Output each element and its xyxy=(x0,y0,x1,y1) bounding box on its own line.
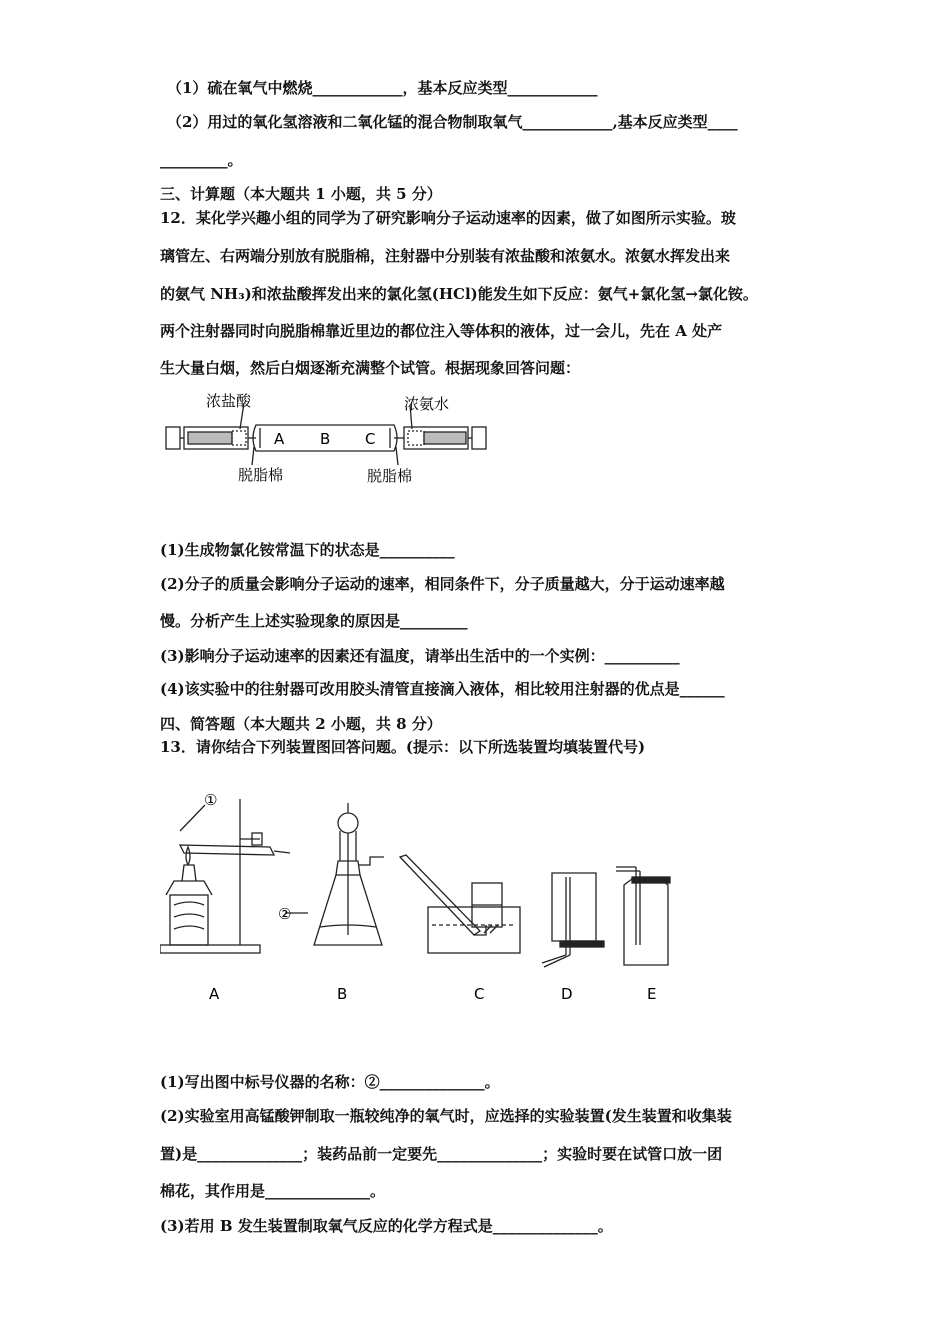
apparatus-c xyxy=(400,855,520,953)
label-c: C xyxy=(365,430,376,448)
test-tube xyxy=(180,845,274,855)
q12-text-line: 生大量白烟，然后白烟逐渐充满整个试管。根据现象回答问题： xyxy=(160,359,581,377)
q13-lab-apparatus-figure xyxy=(160,785,690,1010)
q12-sub4: (4)该实验中的往射器可改用胶头清管直接滴入液体，相比较用注射器的优点是______ xyxy=(160,680,725,698)
q12-text-line: 的氨气 NH₃)和浓盐酸挥发出来的氯化氢(HCl)能发生如下反应：氨气+氯化氢→氯化铵。 xyxy=(160,285,758,303)
q12-text-line: 两个注射器同时向脱脂棉靠近里边的都位注入等体积的液体，过一会儿，先在 A 处产 xyxy=(160,322,723,340)
label-cotton-left: 脱脂棉 xyxy=(238,466,284,484)
q13-sub3: (3)若用 B 发生装置制取氧气反应的化学方程式是______________。 xyxy=(160,1217,613,1235)
right-syringe-plunger-end xyxy=(472,427,486,449)
q12-diffusion-apparatus-figure xyxy=(160,385,495,490)
q11-item2-continued: _________。 xyxy=(160,151,243,169)
left-syringe-plunger-end xyxy=(166,427,180,449)
q13-text: 13．请你结合下列装置图回答问题。(提示：以下所选装置均填装置代号) xyxy=(160,738,646,756)
label-b: B xyxy=(337,985,348,1003)
label-c: C xyxy=(474,985,485,1003)
label-b: B xyxy=(320,430,331,448)
section3-title: 三、计算题（本大题共 1 小题，共 5 分） xyxy=(160,185,442,203)
ammonia-liquid xyxy=(408,431,424,445)
q11-item2: （2）用过的氧化氢溶液和二氧化锰的混合物制取氧气____________,基本反应类型____ xyxy=(167,113,738,131)
label-e: E xyxy=(647,985,657,1003)
q13-sub2b: 置)是______________；装药品前一定要先______________；实验时要在试管口放一团 xyxy=(160,1145,723,1163)
section4-title: 四、简答题（本大题共 2 小题，共 8 分） xyxy=(160,715,442,733)
q11-item1: （1）硫在氧气中燃烧____________，基本反应类型____________ xyxy=(167,79,598,97)
label-a: A xyxy=(209,985,220,1003)
q12-sub1: (1)生成物氯化铵常温下的状态是__________ xyxy=(160,541,455,559)
q12-sub3: (3)影响分子运动速率的因素还有温度，请举出生活中的一个实例：__________ xyxy=(160,647,680,665)
label-ammonia: 浓氨水 xyxy=(404,395,450,413)
marker2: ② xyxy=(278,905,292,923)
q13-sub2c: 棉花，其作用是______________。 xyxy=(160,1182,386,1200)
q12-sub2b: 慢。分析产生上述实验现象的原因是_________ xyxy=(160,612,468,630)
q13-sub2a: (2)实验室用高锰酸钾制取一瓶较纯净的氧气时，应选择的实验装置(发生装置和收集装 xyxy=(160,1107,732,1125)
apparatus-e xyxy=(616,867,670,965)
apparatus-d xyxy=(542,873,604,967)
label-hcl: 浓盐酸 xyxy=(206,392,252,410)
marker1: ① xyxy=(204,791,218,809)
apparatus-b xyxy=(285,803,384,945)
label-a: A xyxy=(274,430,285,448)
marker1-pointer xyxy=(180,805,205,831)
label-cotton-right: 脱脂棉 xyxy=(367,467,413,485)
label-d: D xyxy=(561,985,573,1003)
hcl-liquid xyxy=(232,431,246,445)
q12-text-line: 12．某化学兴趣小组的同学为了研究影响分子运动速率的因素，做了如图所示实验。玻 xyxy=(160,209,736,227)
apparatus-a xyxy=(160,799,290,953)
q12-text-line: 璃管左、右两端分别放有脱脂棉，注射器中分别装有浓盐酸和浓氨水。浓氨水挥发出来 xyxy=(160,247,731,265)
q12-sub2a: (2)分子的质量会影响分子运动的速率，相同条件下，分子质量越大，分于运动速率越 xyxy=(160,575,725,593)
right-syringe-plunger xyxy=(424,432,466,444)
left-syringe-plunger xyxy=(188,432,232,444)
q13-sub1: (1)写出图中标号仪器的名称：②______________。 xyxy=(160,1073,500,1091)
